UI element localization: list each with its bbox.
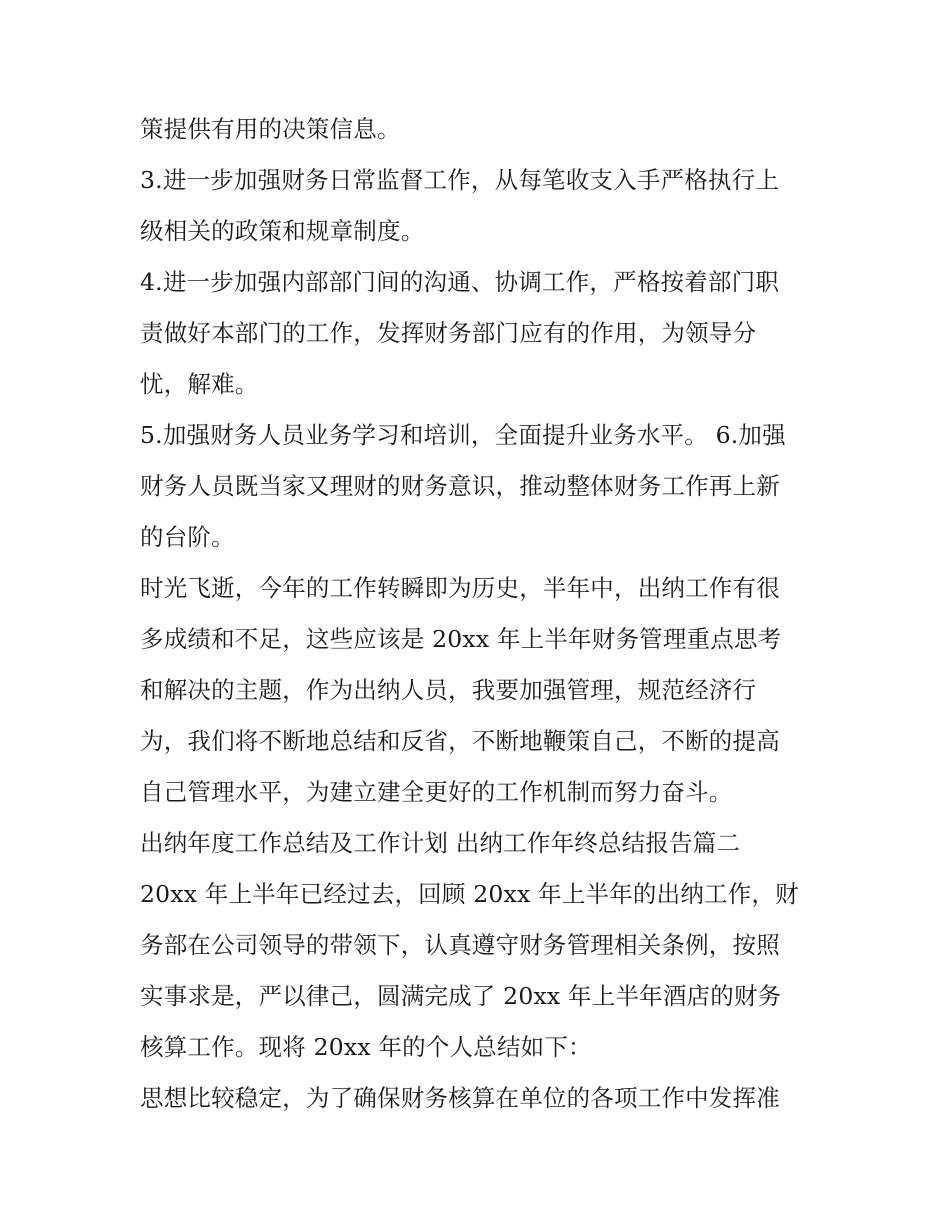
- section-heading: 出纳年度工作总结及工作计划 出纳工作年终总结报告篇二: [140, 829, 741, 857]
- text-line: 5.加强财务人员业务学习和培训，全面提升业务水平。 6.加强: [140, 421, 786, 449]
- text-line: 责做好本部门的工作，发挥财务部门应有的作用，为领导分: [140, 319, 757, 347]
- text-line: 的台阶。: [140, 523, 235, 551]
- text-line: 务部在公司领导的带领下，认真遵守财务管理相关条例，按照: [140, 931, 780, 959]
- text-line: 级相关的政策和规章制度。: [140, 217, 425, 245]
- text-line: 4.进一步加强内部部门间的沟通、协调工作，严格按着部门职: [140, 268, 780, 296]
- text-line: 核算工作。现将 20xx 年的个人总结如下：: [140, 1033, 592, 1061]
- text-line: 思想比较稳定，为了确保财务核算在单位的各项工作中发挥准: [140, 1084, 780, 1112]
- text-line: 实事求是，严以律己，圆满完成了 20xx 年上半年酒店的财务: [140, 982, 782, 1010]
- text-line: 和解决的主题，作为出纳人员，我要加强管理，规范经济行: [140, 676, 757, 704]
- text-line: 策提供有用的决策信息。: [140, 115, 401, 143]
- text-line: 财务人员既当家又理财的财务意识，推动整体财务工作再上新: [140, 472, 780, 500]
- text-line: 自己管理水平，为建立建全更好的工作机制而努力奋斗。: [140, 778, 733, 806]
- text-line: 时光飞逝，今年的工作转瞬即为历史，半年中，出纳工作有很: [140, 574, 780, 602]
- text-line: 忧，解难。: [140, 370, 259, 398]
- text-line: 3.进一步加强财务日常监督工作，从每笔收支入手严格执行上: [140, 166, 780, 194]
- text-line: 为，我们将不断地总结和反省，不断地鞭策自己，不断的提高: [140, 727, 780, 755]
- text-line: 20xx 年上半年已经过去，回顾 20xx 年上半年的出纳工作，财: [140, 880, 799, 908]
- text-line: 多成绩和不足，这些应该是 20xx 年上半年财务管理重点思考: [140, 625, 782, 653]
